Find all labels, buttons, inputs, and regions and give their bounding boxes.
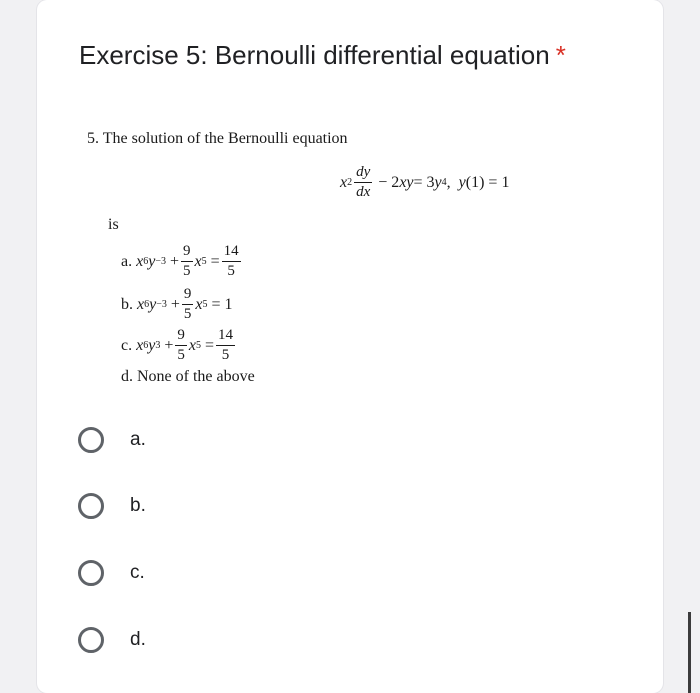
question-title-text: Exercise 5: Bernoulli differential equation xyxy=(79,40,550,70)
option-label: d. xyxy=(121,368,133,385)
problem-equation: x 2 $\frac{dy}{dx}$ − 2 xy = 3 y 4 , y (1) = 1 xyxy=(340,164,510,200)
scrollbar[interactable] xyxy=(688,612,691,693)
choice-label[interactable]: b. xyxy=(130,495,146,516)
option-label: b. xyxy=(121,295,133,313)
question-title xyxy=(79,40,566,71)
choice-d[interactable] xyxy=(78,627,146,653)
radio-circle-icon[interactable] xyxy=(78,627,104,653)
radio-circle-icon[interactable] xyxy=(78,560,104,586)
problem-option-d xyxy=(121,368,255,386)
required-asterisk: * xyxy=(555,40,566,70)
option-text: None of the above xyxy=(137,368,255,385)
problem-is-label: is xyxy=(108,216,119,233)
option-label: a. xyxy=(121,252,133,270)
option-label: c. xyxy=(121,336,133,354)
choice-label[interactable]: c. xyxy=(130,562,145,583)
choice-c[interactable] xyxy=(78,560,145,586)
radio-circle-icon[interactable] xyxy=(78,427,104,453)
choice-label[interactable]: d. xyxy=(130,629,146,650)
choice-label[interactable]: a. xyxy=(130,429,146,450)
choice-a[interactable] xyxy=(78,427,146,453)
radio-circle-icon[interactable] xyxy=(78,493,104,519)
problem-option-b: b. x 6 y −3 + $\frac{9}{5}$ x 5 = 1 xyxy=(121,286,233,322)
choice-b[interactable] xyxy=(78,493,146,519)
problem-intro: 5. The solution of the Bernoulli equation xyxy=(87,130,348,147)
problem-option-a: a. x 6 y −3 + $\frac{9}{5}$ x 5 = $\frac{14}{5}$ xyxy=(121,243,239,279)
problem-option-c: c. x 6 y 3 + $\frac{9}{5}$ x 5 = $\frac{14}{5}$ xyxy=(121,327,233,363)
